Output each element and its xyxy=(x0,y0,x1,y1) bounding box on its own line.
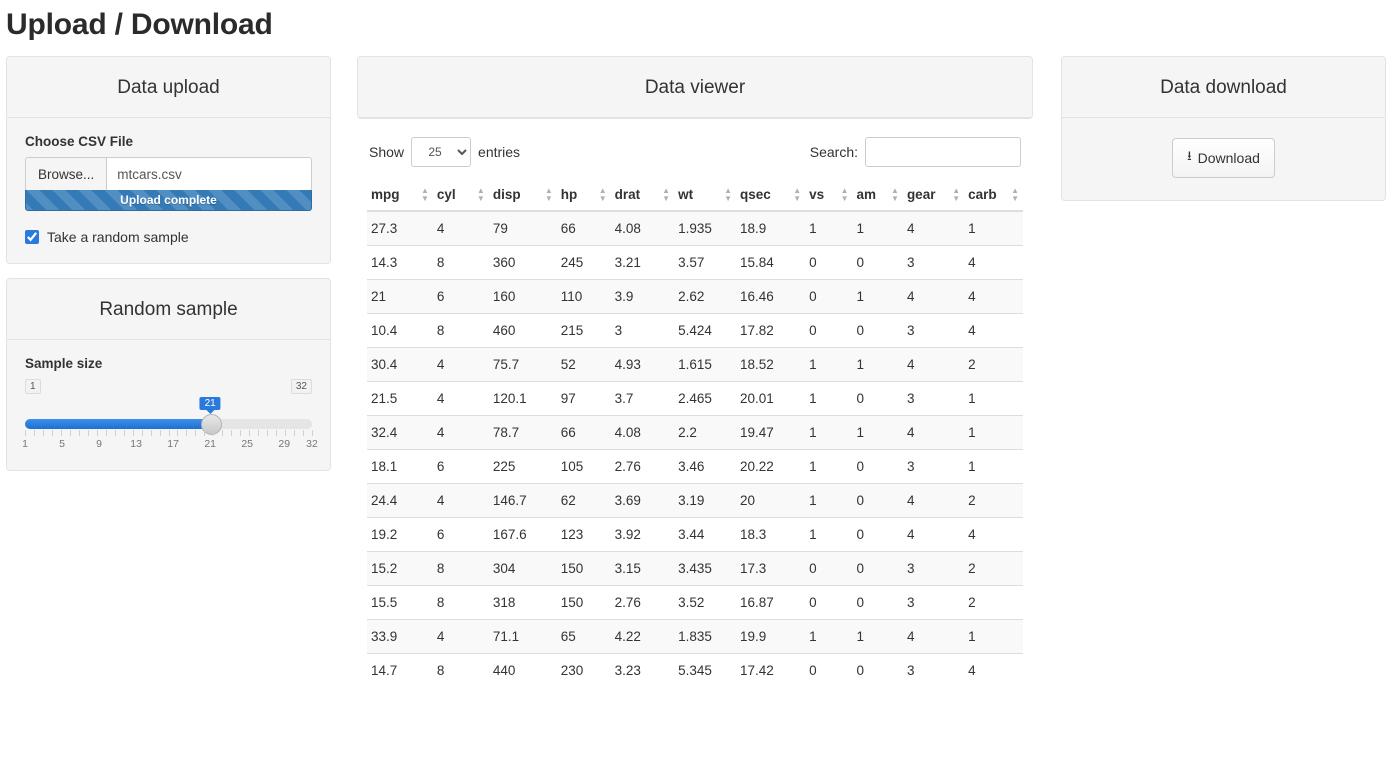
cell-hp: 110 xyxy=(557,280,611,314)
column-header-hp[interactable] xyxy=(557,179,611,211)
cell-hp: 105 xyxy=(557,450,611,484)
cell-disp: 360 xyxy=(489,246,557,280)
random-sample-checkbox-label: Take a random sample xyxy=(47,229,189,245)
cell-mpg: 19.2 xyxy=(367,518,433,552)
cell-vs: 0 xyxy=(805,654,852,688)
data-table xyxy=(367,179,1023,687)
download-button-label: Download xyxy=(1197,150,1260,166)
cell-disp: 75.7 xyxy=(489,348,557,382)
cell-vs: 1 xyxy=(805,620,852,654)
data-upload-heading: Data upload xyxy=(7,57,330,118)
cell-am: 0 xyxy=(853,450,903,484)
cell-wt: 3.19 xyxy=(674,484,736,518)
cell-qsec: 18.9 xyxy=(736,211,805,246)
column-header-label: am xyxy=(856,187,877,202)
cell-qsec: 19.47 xyxy=(736,416,805,450)
cell-cyl: 4 xyxy=(433,416,489,450)
cell-wt: 3.52 xyxy=(674,586,736,620)
datatable-length-control xyxy=(369,137,520,167)
cell-am: 0 xyxy=(853,518,903,552)
cell-vs: 1 xyxy=(805,348,852,382)
cell-vs: 1 xyxy=(805,211,852,246)
cell-cyl: 4 xyxy=(433,484,489,518)
cell-mpg: 15.5 xyxy=(367,586,433,620)
cell-disp: 225 xyxy=(489,450,557,484)
search-label: Search: xyxy=(809,144,858,160)
cell-disp: 120.1 xyxy=(489,382,557,416)
cell-qsec: 16.46 xyxy=(736,280,805,314)
data-table-header-row xyxy=(367,179,1023,211)
cell-drat: 4.93 xyxy=(611,348,674,382)
cell-gear: 3 xyxy=(903,654,964,688)
table-row xyxy=(367,450,1023,484)
cell-wt: 2.465 xyxy=(674,382,736,416)
slider-value-bubble: 21 xyxy=(200,397,221,410)
cell-hp: 62 xyxy=(557,484,611,518)
cell-hp: 230 xyxy=(557,654,611,688)
cell-mpg: 18.1 xyxy=(367,450,433,484)
cell-vs: 0 xyxy=(805,246,852,280)
slider-tick-label: 21 xyxy=(204,438,216,450)
sort-arrows-icon: ▲ ▼ xyxy=(1011,185,1019,203)
table-row xyxy=(367,552,1023,586)
column-header-qsec[interactable] xyxy=(736,179,805,211)
cell-carb: 4 xyxy=(964,654,1023,688)
cell-hp: 65 xyxy=(557,620,611,654)
cell-hp: 52 xyxy=(557,348,611,382)
column-header-label: cyl xyxy=(436,187,456,202)
cell-mpg: 21 xyxy=(367,280,433,314)
cell-gear: 4 xyxy=(903,416,964,450)
cell-mpg: 27.3 xyxy=(367,211,433,246)
column-header-label: vs xyxy=(809,187,825,202)
page-title: Upload / Download xyxy=(6,8,273,41)
cell-qsec: 17.42 xyxy=(736,654,805,688)
cell-qsec: 16.87 xyxy=(736,586,805,620)
cell-mpg: 10.4 xyxy=(367,314,433,348)
cell-am: 0 xyxy=(853,654,903,688)
cell-disp: 71.1 xyxy=(489,620,557,654)
column-header-carb[interactable] xyxy=(964,179,1023,211)
cell-gear: 4 xyxy=(903,211,964,246)
cell-hp: 66 xyxy=(557,211,611,246)
cell-wt: 3.46 xyxy=(674,450,736,484)
column-header-label: gear xyxy=(906,187,936,202)
cell-disp: 460 xyxy=(489,314,557,348)
sort-arrows-icon: ▲ ▼ xyxy=(544,185,553,203)
column-header-label: wt xyxy=(678,187,694,202)
cell-wt: 3.57 xyxy=(674,246,736,280)
cell-am: 1 xyxy=(853,416,903,450)
slider-tick-label: 25 xyxy=(241,438,254,450)
cell-cyl: 4 xyxy=(433,382,489,416)
datatable-controls xyxy=(367,133,1023,179)
cell-drat: 3 xyxy=(611,314,674,348)
cell-vs: 1 xyxy=(805,450,852,484)
cell-drat: 3.9 xyxy=(611,280,674,314)
sort-arrows-icon: ▲ ▼ xyxy=(952,185,961,203)
cell-am: 1 xyxy=(853,211,903,246)
cell-gear: 3 xyxy=(903,246,964,280)
cell-am: 1 xyxy=(853,348,903,382)
cell-vs: 1 xyxy=(805,382,852,416)
browse-button[interactable]: Browse... xyxy=(26,158,107,190)
cell-disp: 440 xyxy=(489,654,557,688)
cell-drat: 3.21 xyxy=(611,246,674,280)
table-row xyxy=(367,211,1023,246)
cell-carb: 4 xyxy=(964,246,1023,280)
cell-carb: 1 xyxy=(964,416,1023,450)
cell-qsec: 20 xyxy=(736,484,805,518)
cell-cyl: 8 xyxy=(433,586,489,620)
random-sample-panel xyxy=(6,278,331,471)
table-row xyxy=(367,280,1023,314)
cell-carb: 4 xyxy=(964,314,1023,348)
cell-gear: 4 xyxy=(903,348,964,382)
column-header-wt[interactable] xyxy=(674,179,736,211)
file-input-group[interactable] xyxy=(25,157,312,191)
cell-mpg: 14.7 xyxy=(367,654,433,688)
selected-file-name: mtcars.csv xyxy=(117,166,182,182)
cell-mpg: 30.4 xyxy=(367,348,433,382)
sort-arrows-icon: ▲ ▼ xyxy=(476,185,485,203)
cell-vs: 0 xyxy=(805,552,852,586)
cell-vs: 0 xyxy=(805,586,852,620)
cell-qsec: 17.3 xyxy=(736,552,805,586)
cell-mpg: 21.5 xyxy=(367,382,433,416)
upload-progress-label: Upload complete xyxy=(120,193,217,207)
table-row xyxy=(367,246,1023,280)
random-sample-checkbox-row[interactable] xyxy=(25,229,312,245)
column-header-label: carb xyxy=(968,187,997,202)
table-row xyxy=(367,518,1023,552)
cell-cyl: 8 xyxy=(433,314,489,348)
cell-cyl: 6 xyxy=(433,280,489,314)
data-download-heading: Data download xyxy=(1062,57,1385,118)
cell-wt: 1.935 xyxy=(674,211,736,246)
cell-mpg: 33.9 xyxy=(367,620,433,654)
cell-wt: 5.345 xyxy=(674,654,736,688)
cell-hp: 66 xyxy=(557,416,611,450)
column-header-drat[interactable] xyxy=(611,179,674,211)
cell-gear: 4 xyxy=(903,620,964,654)
cell-disp: 318 xyxy=(489,586,557,620)
data-viewer-body xyxy=(357,119,1033,687)
cell-mpg: 14.3 xyxy=(367,246,433,280)
cell-cyl: 8 xyxy=(433,654,489,688)
sort-arrows-icon: ▲ ▼ xyxy=(598,185,607,203)
cell-qsec: 20.01 xyxy=(736,382,805,416)
cell-carb: 4 xyxy=(964,518,1023,552)
cell-carb: 1 xyxy=(964,450,1023,484)
cell-disp: 78.7 xyxy=(489,416,557,450)
column-header-label: qsec xyxy=(740,187,771,202)
cell-hp: 123 xyxy=(557,518,611,552)
cell-drat: 4.22 xyxy=(611,620,674,654)
slider-track[interactable] xyxy=(25,419,312,429)
column-header-cyl[interactable] xyxy=(433,179,489,211)
show-label: Show xyxy=(369,144,405,160)
slider-tick-label: 29 xyxy=(278,438,291,450)
left-column xyxy=(6,56,331,471)
cell-gear: 3 xyxy=(903,314,964,348)
cell-wt: 2.62 xyxy=(674,280,736,314)
cell-qsec: 18.52 xyxy=(736,348,805,382)
sort-arrows-icon: ▲ ▼ xyxy=(793,185,802,203)
cell-am: 1 xyxy=(853,280,903,314)
cell-carb: 2 xyxy=(964,348,1023,382)
column-header-label: drat xyxy=(614,187,641,202)
right-column xyxy=(1061,56,1386,201)
middle-column xyxy=(357,56,1033,687)
cell-wt: 1.835 xyxy=(674,620,736,654)
sample-size-slider[interactable] xyxy=(22,379,318,452)
slider-tick-labels xyxy=(22,438,318,452)
cell-carb: 2 xyxy=(964,484,1023,518)
search-input[interactable] xyxy=(865,137,1021,167)
datatable-search-control xyxy=(810,137,1021,167)
cell-carb: 2 xyxy=(964,552,1023,586)
slider-tick-label: 9 xyxy=(96,438,102,450)
cell-drat: 4.08 xyxy=(611,211,674,246)
cell-drat: 2.76 xyxy=(611,450,674,484)
page-layout xyxy=(0,56,1399,687)
cell-wt: 3.44 xyxy=(674,518,736,552)
upload-progress-bar xyxy=(25,190,312,211)
download-button[interactable] xyxy=(1172,138,1275,178)
cell-vs: 1 xyxy=(805,518,852,552)
cell-disp: 79 xyxy=(489,211,557,246)
cell-disp: 167.6 xyxy=(489,518,557,552)
cell-gear: 3 xyxy=(903,552,964,586)
cell-cyl: 6 xyxy=(433,450,489,484)
slider-max-value: 32 xyxy=(291,379,312,394)
data-table-head xyxy=(367,179,1023,211)
cell-qsec: 19.9 xyxy=(736,620,805,654)
sample-size-label: Sample size xyxy=(25,356,103,371)
cell-disp: 146.7 xyxy=(489,484,557,518)
sort-arrows-icon: ▲ ▼ xyxy=(891,185,899,203)
cell-qsec: 15.84 xyxy=(736,246,805,280)
table-row xyxy=(367,382,1023,416)
table-row xyxy=(367,654,1023,688)
cell-qsec: 18.3 xyxy=(736,518,805,552)
page-length-select[interactable] xyxy=(411,137,471,167)
slider-tick-label: 5 xyxy=(59,438,65,450)
cell-carb: 1 xyxy=(964,620,1023,654)
sort-arrows-icon: ▲ ▼ xyxy=(420,185,429,203)
cell-wt: 5.424 xyxy=(674,314,736,348)
slider-end-values xyxy=(25,379,312,394)
column-header-label: hp xyxy=(560,187,578,202)
sort-arrows-icon: ▲ ▼ xyxy=(724,185,733,203)
column-header-vs[interactable] xyxy=(805,179,852,211)
cell-drat: 3.15 xyxy=(611,552,674,586)
cell-cyl: 8 xyxy=(433,552,489,586)
cell-drat: 4.08 xyxy=(611,416,674,450)
cell-disp: 160 xyxy=(489,280,557,314)
cell-gear: 3 xyxy=(903,382,964,416)
cell-hp: 245 xyxy=(557,246,611,280)
column-header-label: disp xyxy=(492,187,521,202)
data-download-body xyxy=(1062,118,1385,200)
cell-cyl: 8 xyxy=(433,246,489,280)
cell-drat: 3.7 xyxy=(611,382,674,416)
cell-hp: 150 xyxy=(557,552,611,586)
sort-arrows-icon: ▲ ▼ xyxy=(662,185,671,203)
table-row xyxy=(367,484,1023,518)
slider-tick-label: 32 xyxy=(306,438,318,450)
data-viewer-heading: Data viewer xyxy=(358,57,1032,118)
cell-cyl: 4 xyxy=(433,211,489,246)
cell-qsec: 17.82 xyxy=(736,314,805,348)
slider-fill xyxy=(25,419,210,429)
cell-hp: 150 xyxy=(557,586,611,620)
cell-hp: 215 xyxy=(557,314,611,348)
cell-vs: 0 xyxy=(805,314,852,348)
cell-gear: 4 xyxy=(903,280,964,314)
cell-cyl: 4 xyxy=(433,348,489,382)
cell-drat: 3.69 xyxy=(611,484,674,518)
cell-am: 1 xyxy=(853,620,903,654)
column-header-disp[interactable] xyxy=(489,179,557,211)
cell-gear: 4 xyxy=(903,484,964,518)
column-header-gear[interactable] xyxy=(903,179,964,211)
cell-cyl: 4 xyxy=(433,620,489,654)
cell-mpg: 32.4 xyxy=(367,416,433,450)
cell-qsec: 20.22 xyxy=(736,450,805,484)
download-icon: ⭳ xyxy=(1187,148,1192,163)
slider-tick-label: 1 xyxy=(22,438,28,450)
cell-gear: 3 xyxy=(903,586,964,620)
table-row xyxy=(367,314,1023,348)
sort-arrows-icon: ▲ ▼ xyxy=(840,185,849,203)
table-row xyxy=(367,416,1023,450)
cell-wt: 2.2 xyxy=(674,416,736,450)
random-sample-heading: Random sample xyxy=(7,279,330,340)
slider-tick-label: 17 xyxy=(167,438,179,450)
random-sample-checkbox[interactable] xyxy=(25,230,39,244)
slider-tick-label: 13 xyxy=(130,438,142,450)
cell-mpg: 24.4 xyxy=(367,484,433,518)
cell-carb: 2 xyxy=(964,586,1023,620)
data-upload-panel xyxy=(6,56,331,264)
slider-min-value: 1 xyxy=(25,379,41,394)
slider-ticks xyxy=(25,430,312,437)
cell-am: 0 xyxy=(853,246,903,280)
column-header-label: mpg xyxy=(371,187,400,202)
cell-carb: 1 xyxy=(964,382,1023,416)
cell-disp: 304 xyxy=(489,552,557,586)
cell-gear: 4 xyxy=(903,518,964,552)
random-sample-body xyxy=(7,340,330,470)
cell-carb: 1 xyxy=(964,211,1023,246)
data-download-panel xyxy=(1061,56,1386,201)
column-header-mpg[interactable] xyxy=(367,179,433,211)
column-header-am[interactable] xyxy=(853,179,903,211)
cell-am: 0 xyxy=(853,382,903,416)
cell-am: 0 xyxy=(853,314,903,348)
data-table-body xyxy=(367,211,1023,687)
cell-drat: 3.23 xyxy=(611,654,674,688)
cell-am: 0 xyxy=(853,484,903,518)
table-row xyxy=(367,586,1023,620)
cell-wt: 3.435 xyxy=(674,552,736,586)
cell-mpg: 15.2 xyxy=(367,552,433,586)
cell-drat: 2.76 xyxy=(611,586,674,620)
data-viewer-panel xyxy=(357,56,1033,119)
cell-gear: 3 xyxy=(903,450,964,484)
cell-vs: 1 xyxy=(805,484,852,518)
cell-carb: 4 xyxy=(964,280,1023,314)
cell-vs: 0 xyxy=(805,280,852,314)
data-upload-body xyxy=(7,118,330,263)
table-row xyxy=(367,348,1023,382)
cell-wt: 1.615 xyxy=(674,348,736,382)
cell-am: 0 xyxy=(853,552,903,586)
cell-am: 0 xyxy=(853,586,903,620)
choose-csv-label: Choose CSV File xyxy=(25,134,134,149)
cell-hp: 97 xyxy=(557,382,611,416)
table-row xyxy=(367,620,1023,654)
entries-label: entries xyxy=(478,144,521,160)
cell-cyl: 6 xyxy=(433,518,489,552)
cell-drat: 3.92 xyxy=(611,518,674,552)
cell-vs: 1 xyxy=(805,416,852,450)
slider-value-bubble-row xyxy=(25,397,312,413)
